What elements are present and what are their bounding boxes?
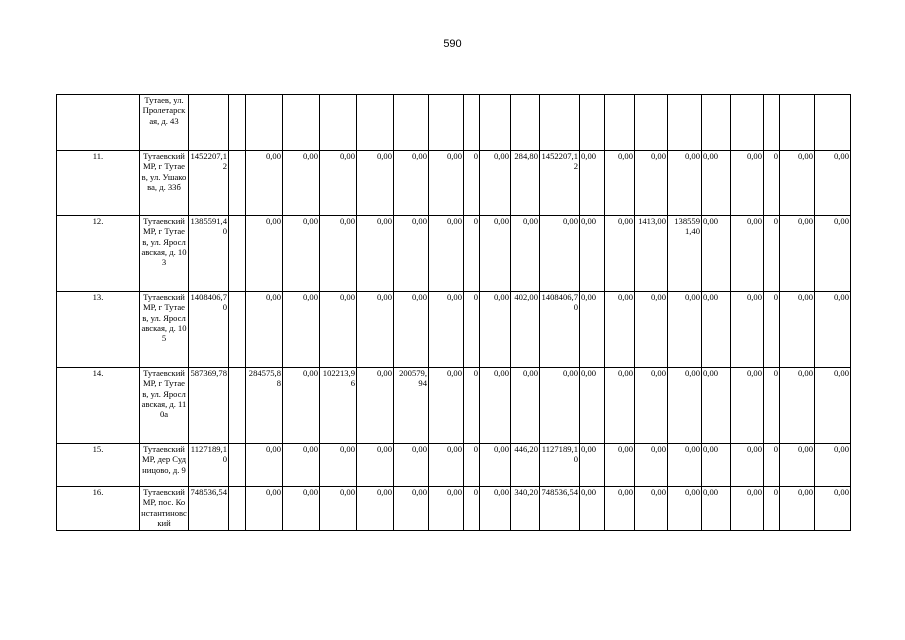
value-cell: 0,00: [429, 368, 464, 444]
value-cell: 0,00: [283, 487, 320, 531]
value-cell: 1127189,10: [189, 444, 229, 487]
table-row: [57, 368, 851, 444]
value-cell: [320, 95, 357, 151]
value-cell: 0,00: [320, 444, 357, 487]
table-row: [57, 216, 851, 292]
value-cell: 0,00: [731, 292, 764, 368]
value-cell: 587369,78: [189, 368, 229, 444]
value-cell: 0,00: [815, 444, 851, 487]
value-cell: 0,00: [357, 151, 394, 216]
value-cell: 0: [764, 444, 780, 487]
value-cell: 1385591,40: [189, 216, 229, 292]
value-cell: 0: [464, 216, 480, 292]
value-cell: 0,00: [429, 444, 464, 487]
value-cell: 0,00: [668, 368, 702, 444]
value-cell: 1452207,12: [540, 151, 580, 216]
value-cell: 0,00: [580, 216, 605, 292]
value-cell: [394, 95, 429, 151]
value-cell: 0,00: [283, 368, 320, 444]
row-number-cell: 14.: [57, 368, 140, 444]
value-cell: [764, 95, 780, 151]
value-cell: 0: [464, 444, 480, 487]
value-cell: 340,20: [511, 487, 540, 531]
value-cell: 0,00: [668, 487, 702, 531]
value-cell: 0,00: [780, 444, 815, 487]
value-cell: [780, 95, 815, 151]
value-cell: 0,00: [357, 487, 394, 531]
value-cell: [635, 95, 668, 151]
value-cell: 0,00: [702, 292, 731, 368]
value-cell: [229, 95, 246, 151]
value-cell: 0,00: [429, 292, 464, 368]
value-cell: 0,00: [246, 487, 283, 531]
value-cell: 0,00: [394, 216, 429, 292]
value-cell: 0,00: [605, 487, 635, 531]
value-cell: 0,00: [283, 151, 320, 216]
page-number: 590: [443, 38, 462, 50]
value-cell: 0,00: [668, 444, 702, 487]
value-cell: 0,00: [815, 216, 851, 292]
value-cell: 1408406,70: [189, 292, 229, 368]
value-cell: 284575,88: [246, 368, 283, 444]
value-cell: 1408406,70: [540, 292, 580, 368]
value-cell: 0,00: [605, 292, 635, 368]
value-cell: 0,00: [780, 216, 815, 292]
value-cell: 0,00: [357, 216, 394, 292]
value-cell: 0: [464, 292, 480, 368]
value-cell: [246, 95, 283, 151]
value-cell: 0: [764, 487, 780, 531]
value-cell: 0,00: [394, 444, 429, 487]
value-cell: 0: [764, 216, 780, 292]
value-cell: 0,00: [394, 487, 429, 531]
table-body: [57, 95, 851, 531]
value-cell: 0,00: [702, 216, 731, 292]
value-cell: [229, 444, 246, 487]
value-cell: [357, 95, 394, 151]
value-cell: 748536,54: [189, 487, 229, 531]
value-cell: 1413,00: [635, 216, 668, 292]
table-row: [57, 151, 851, 216]
value-cell: 0,00: [480, 368, 511, 444]
value-cell: [429, 95, 464, 151]
value-cell: 102213,96: [320, 368, 357, 444]
value-cell: 0,00: [357, 368, 394, 444]
value-cell: [540, 95, 580, 151]
value-cell: 0,00: [780, 487, 815, 531]
value-cell: [815, 95, 851, 151]
value-cell: 0,00: [283, 444, 320, 487]
value-cell: 0,00: [320, 216, 357, 292]
value-cell: [229, 151, 246, 216]
row-number-cell: 13.: [57, 292, 140, 368]
value-cell: 0,00: [580, 444, 605, 487]
value-cell: 0,00: [702, 487, 731, 531]
table-row: [57, 487, 851, 531]
value-cell: 0,00: [246, 151, 283, 216]
value-cell: 0,00: [246, 292, 283, 368]
value-cell: 0,00: [815, 487, 851, 531]
address-cell: Тутаевский МР, г Тутаев, ул. Ярославская, д. 105: [140, 292, 189, 368]
value-cell: 0,00: [246, 444, 283, 487]
table-row: [57, 95, 851, 151]
value-cell: 0,00: [540, 368, 580, 444]
address-cell: Тутаев, ул. Пролетарская, д. 43: [140, 95, 189, 151]
value-cell: [580, 95, 605, 151]
value-cell: [702, 95, 731, 151]
table-row: [57, 444, 851, 487]
value-cell: 0,00: [731, 444, 764, 487]
value-cell: [605, 95, 635, 151]
value-cell: 0,00: [320, 292, 357, 368]
value-cell: 0: [764, 368, 780, 444]
value-cell: 0,00: [702, 368, 731, 444]
value-cell: [511, 95, 540, 151]
value-cell: 0,00: [702, 444, 731, 487]
value-cell: 0,00: [580, 368, 605, 444]
value-cell: 0,00: [320, 487, 357, 531]
value-cell: 0,00: [511, 216, 540, 292]
row-number-cell: 11.: [57, 151, 140, 216]
value-cell: 1385591,40: [668, 216, 702, 292]
row-number-cell: 15.: [57, 444, 140, 487]
value-cell: 0,00: [605, 151, 635, 216]
data-table: [56, 94, 851, 531]
value-cell: 0,00: [580, 292, 605, 368]
value-cell: [189, 95, 229, 151]
value-cell: 446,20: [511, 444, 540, 487]
value-cell: 0: [464, 151, 480, 216]
value-cell: 0,00: [605, 444, 635, 487]
value-cell: 0,00: [780, 368, 815, 444]
table-row: [57, 292, 851, 368]
value-cell: 0,00: [540, 216, 580, 292]
value-cell: [668, 95, 702, 151]
value-cell: 0,00: [480, 487, 511, 531]
value-cell: 0,00: [394, 292, 429, 368]
row-number-cell: 12.: [57, 216, 140, 292]
value-cell: 0,00: [815, 368, 851, 444]
address-cell: Тутаевский МР, г Тутаев, ул. Ушакова, д. 33б: [140, 151, 189, 216]
value-cell: 0,00: [635, 368, 668, 444]
value-cell: 0: [464, 368, 480, 444]
address-cell: Тутаевский МР, г Тутаев, ул. Ярославская, д. 103: [140, 216, 189, 292]
value-cell: 200579,94: [394, 368, 429, 444]
value-cell: 0: [764, 151, 780, 216]
value-cell: 0,00: [635, 292, 668, 368]
address-cell: Тутаевский МР, г Тутаев, ул. Ярославская, д. 110а: [140, 368, 189, 444]
value-cell: 0,00: [480, 292, 511, 368]
value-cell: 0,00: [780, 151, 815, 216]
value-cell: 0,00: [731, 216, 764, 292]
value-cell: 0,00: [480, 444, 511, 487]
value-cell: 0,00: [635, 444, 668, 487]
address-cell: Тутаевский МР, пос. Константиновский: [140, 487, 189, 531]
row-number-cell: [57, 95, 140, 151]
value-cell: 0,00: [580, 151, 605, 216]
value-cell: [731, 95, 764, 151]
value-cell: 0,00: [283, 292, 320, 368]
address-cell: Тутаевский МР, дер Судницово, д. 9: [140, 444, 189, 487]
value-cell: [480, 95, 511, 151]
value-cell: 1127189,10: [540, 444, 580, 487]
value-cell: 0,00: [429, 151, 464, 216]
value-cell: 0: [764, 292, 780, 368]
value-cell: [229, 216, 246, 292]
value-cell: 0,00: [815, 151, 851, 216]
value-cell: 0,00: [357, 292, 394, 368]
value-cell: [229, 487, 246, 531]
value-cell: 0,00: [780, 292, 815, 368]
value-cell: 1452207,12: [189, 151, 229, 216]
value-cell: 0,00: [357, 444, 394, 487]
value-cell: 0,00: [283, 216, 320, 292]
value-cell: 0: [464, 487, 480, 531]
value-cell: 0,00: [731, 368, 764, 444]
value-cell: 0,00: [580, 487, 605, 531]
value-cell: 0,00: [429, 216, 464, 292]
value-cell: 0,00: [815, 292, 851, 368]
value-cell: 284,80: [511, 151, 540, 216]
value-cell: 0,00: [635, 487, 668, 531]
value-cell: 0,00: [668, 292, 702, 368]
value-cell: 0,00: [429, 487, 464, 531]
value-cell: 0,00: [731, 487, 764, 531]
value-cell: 0,00: [246, 216, 283, 292]
value-cell: [283, 95, 320, 151]
value-cell: 0,00: [511, 368, 540, 444]
value-cell: 0,00: [635, 151, 668, 216]
value-cell: 748536,54: [540, 487, 580, 531]
value-cell: 0,00: [394, 151, 429, 216]
value-cell: 0,00: [480, 216, 511, 292]
value-cell: 0,00: [320, 151, 357, 216]
value-cell: [229, 292, 246, 368]
value-cell: 0,00: [668, 151, 702, 216]
value-cell: [464, 95, 480, 151]
value-cell: 0,00: [605, 216, 635, 292]
row-number-cell: 16.: [57, 487, 140, 531]
value-cell: [229, 368, 246, 444]
value-cell: 0,00: [731, 151, 764, 216]
value-cell: 402,00: [511, 292, 540, 368]
value-cell: 0,00: [605, 368, 635, 444]
value-cell: 0,00: [480, 151, 511, 216]
value-cell: 0,00: [702, 151, 731, 216]
